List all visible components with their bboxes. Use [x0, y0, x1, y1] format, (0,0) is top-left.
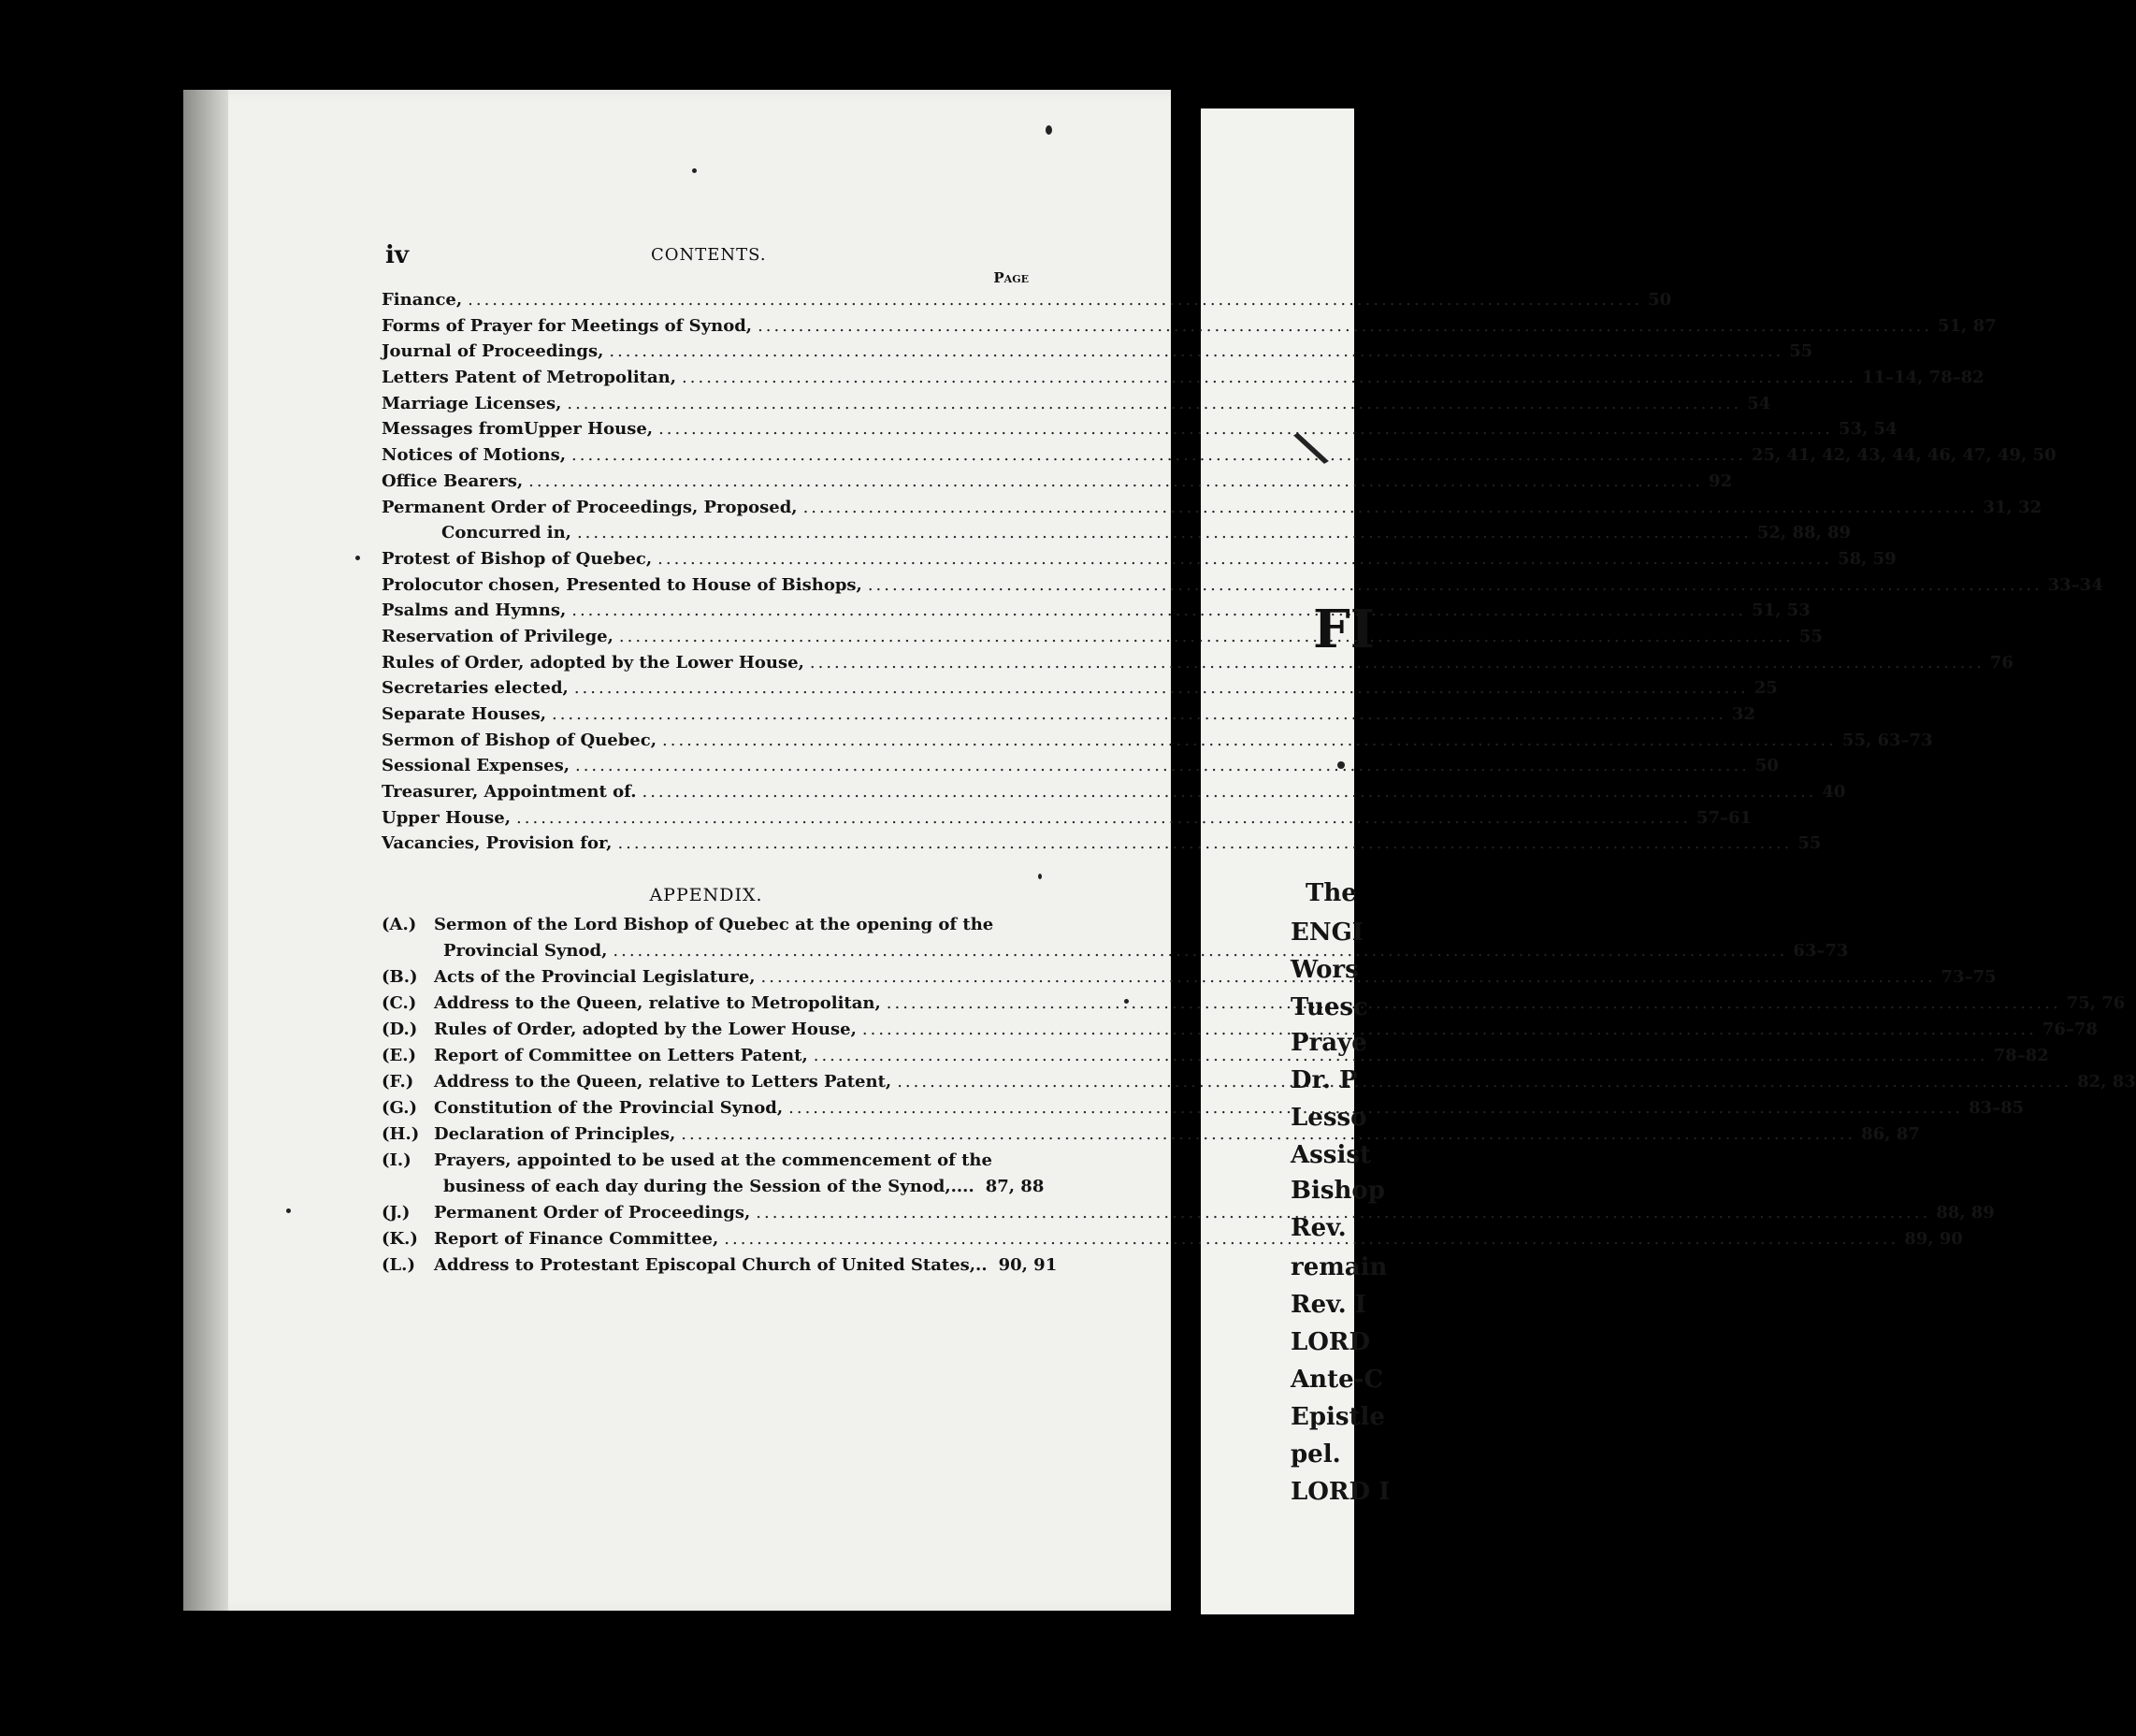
toc-entry — [382, 626, 1823, 653]
toc-entry-pages: 50 — [1648, 290, 1672, 310]
toc-entry-pages: 40 — [1822, 782, 1846, 803]
leader-dots — [662, 731, 1837, 750]
facing-page-line: Ante-C — [1291, 1366, 1384, 1394]
toc-entry-pages: 53, 54 — [1838, 419, 1898, 440]
toc-entry-pages: 55, 63–73 — [1841, 730, 1933, 750]
leader-dots — [642, 782, 1816, 802]
leader-dots — [682, 368, 1856, 387]
ink-speck — [1124, 999, 1129, 1004]
leader-dots — [868, 575, 2042, 595]
leader-dots — [619, 627, 1794, 646]
toc-entry — [382, 393, 1771, 420]
leader-dots — [571, 445, 1746, 465]
toc-entry — [382, 756, 1779, 782]
facing-page-line: Tuesc — [1291, 993, 1368, 1021]
toc-entry-pages: 55 — [1789, 341, 1813, 362]
toc-entry-pages: 52, 88, 89 — [1756, 523, 1852, 543]
appendix-key: (D.) — [382, 1020, 418, 1039]
facing-page-heading: FI — [1313, 599, 1375, 660]
toc-entry — [382, 290, 1672, 316]
leader-dots — [810, 653, 1984, 673]
appendix-key: (H.) — [382, 1124, 420, 1144]
toc-entry-pages: 25, 41, 42, 43, 44, 46, 47, 49, 50 — [1751, 445, 2057, 466]
facing-page-line: ENGI — [1291, 919, 1364, 947]
toc-entry-pages: 55 — [1797, 833, 1822, 854]
appendix-item-label: Acts of the Provincial Legislature, — [434, 967, 756, 987]
appendix-item-pages: 76–78 — [2042, 1020, 2098, 1039]
appendix-item-label: Address to the Queen, relative to Metropolitan, — [434, 993, 881, 1013]
appendix-item-pages: 86, 87 — [1861, 1124, 1920, 1144]
toc-entry-pages: 31, 32 — [1983, 497, 2042, 517]
appendix-item-label-cont: business of each day during the Session of the Synod,.... — [443, 1177, 974, 1196]
toc-entry-pages: 58, 59 — [1838, 548, 1897, 569]
appendix-key: (C.) — [382, 993, 417, 1013]
toc-entry-pages: 54 — [1747, 393, 1771, 413]
leader-dots — [574, 678, 1749, 698]
appendix-key: (B.) — [382, 967, 418, 987]
leader-dots — [862, 1020, 2037, 1039]
leader-dots — [516, 808, 1691, 828]
facing-page-line: pel. — [1291, 1440, 1341, 1468]
appendix-item-pages: 63–73 — [1793, 941, 1849, 961]
toc-entry — [382, 341, 1813, 368]
toc-entry — [382, 807, 1753, 834]
toc-entry — [382, 704, 1755, 731]
appendix-key: (A.) — [382, 915, 417, 934]
toc-entry — [382, 600, 1811, 627]
appendix-item-label: Constitution of the Provincial Synod, — [434, 1098, 784, 1118]
appendix-item-label: Sermon of the Lord Bishop of Quebec at the opening of the — [434, 915, 994, 934]
toc-entry-label: Reservation of Privilege, — [382, 626, 613, 646]
toc-entry — [382, 574, 2103, 601]
appendix-item-label: Declaration of Principles, — [434, 1124, 676, 1144]
leader-dots — [528, 471, 1703, 491]
ink-speck — [1038, 874, 1042, 879]
toc-entry — [382, 497, 2042, 524]
leader-dots — [609, 341, 1783, 361]
toc-entry-pages: 55 — [1798, 626, 1823, 646]
contents-list — [382, 290, 2103, 860]
toc-entry-label: Psalms and Hymns, — [382, 600, 567, 621]
facing-page-line: Epistle — [1291, 1403, 1385, 1431]
appendix-item-label: Address to the Queen, relative to Letters Patent, — [434, 1072, 892, 1092]
toc-entry-label: Messages fromUpper House, — [382, 419, 654, 440]
toc-entry-label: Marriage Licenses, — [382, 393, 562, 413]
toc-entry-pages: 76 — [1989, 652, 2013, 673]
facing-page-line: Bishop — [1291, 1177, 1385, 1205]
toc-entry — [382, 368, 1984, 394]
toc-entry — [382, 470, 1733, 498]
appendix-item-label: Report of Finance Committee, — [434, 1229, 719, 1249]
toc-entry-label: Letters Patent of Metropolitan, — [382, 368, 677, 388]
appendix-item-pages: 88, 89 — [1936, 1203, 1995, 1222]
toc-entry — [382, 523, 1852, 549]
toc-entry-pages: 51, 53 — [1752, 600, 1811, 621]
appendix-item — [382, 1150, 1045, 1203]
appendix-item-pages: 87, 88 — [985, 1177, 1045, 1196]
page-gutter-shadow — [183, 90, 228, 1611]
appendix-item-label-cont: Provincial Synod, — [443, 941, 608, 961]
leader-dots — [468, 290, 1642, 310]
leader-dots — [788, 1098, 1963, 1118]
ink-speck — [1337, 761, 1345, 769]
toc-entry-label: Protest of Bishop of Quebec, — [382, 548, 653, 569]
toc-entry-label: Finance, — [382, 290, 463, 310]
leader-dots — [814, 1046, 1988, 1065]
appendix-item — [382, 1229, 1963, 1255]
toc-entry — [382, 730, 1933, 757]
leader-dots — [897, 1072, 2071, 1092]
appendix-key: (E.) — [382, 1046, 417, 1065]
appendix-item — [382, 1255, 1058, 1281]
appendix-key: (K.) — [382, 1229, 418, 1249]
toc-entry-label: Rules of Order, adopted by the Lower House, — [382, 652, 804, 673]
leader-dots — [657, 549, 1832, 569]
toc-entry-pages: 32 — [1731, 704, 1755, 724]
toc-entry-label: Notices of Motions, — [382, 445, 567, 466]
leader-dots — [803, 498, 1978, 517]
toc-entry-label: Sermon of Bishop of Quebec, — [382, 730, 657, 750]
leader-dots — [758, 316, 1932, 336]
facing-page-line: LORD — [1291, 1328, 1371, 1356]
toc-entry-pages: 11–14, 78–82 — [1861, 368, 1984, 388]
appendix-item-label: Address to Protestant Episcopal Church of United States,.. — [434, 1255, 988, 1275]
appendix-item-pages: 90, 91 — [998, 1255, 1058, 1275]
facing-page-line: Dr. P — [1291, 1066, 1358, 1094]
appendix-item-label: Permanent Order of Proceedings, — [434, 1203, 751, 1222]
ink-speck — [355, 556, 360, 560]
appendix-key: (F.) — [382, 1072, 414, 1092]
ink-speck — [692, 168, 697, 173]
facing-page-line: LORD I — [1291, 1478, 1391, 1506]
toc-entry-pages: 57–61 — [1696, 807, 1753, 828]
page-column-label: Page — [993, 269, 1029, 286]
leader-dots — [658, 419, 1833, 439]
toc-entry — [382, 445, 2057, 471]
facing-page-line: remain — [1291, 1253, 1388, 1281]
appendix-item-pages: 82, 83 — [2077, 1072, 2136, 1092]
leader-dots — [571, 600, 1746, 620]
appendix-item-label: Rules of Order, adopted by the Lower House, — [434, 1020, 857, 1039]
ink-speck — [1046, 125, 1052, 135]
facing-page-line: Lesso — [1291, 1104, 1367, 1132]
facing-page-line: Rev. — [1291, 1214, 1347, 1242]
page-number: iv — [385, 241, 409, 269]
appendix-item-pages: 73–75 — [1941, 967, 1997, 987]
toc-entry-label: Sessional Expenses, — [382, 756, 570, 776]
toc-entry — [382, 548, 1897, 575]
toc-entry-label: Separate Houses, — [382, 704, 546, 724]
toc-entry — [382, 833, 1822, 860]
appendix-key: (G.) — [382, 1098, 418, 1118]
toc-entry-label: Vacancies, Provision for, — [382, 833, 613, 854]
leader-dots — [613, 941, 1787, 961]
stray-mark: \ — [1289, 418, 1333, 477]
toc-entry — [382, 782, 1846, 808]
toc-entry-pages: 51, 87 — [1937, 315, 1997, 336]
leader-dots — [552, 704, 1726, 724]
appendix-key: (J.) — [382, 1203, 411, 1222]
leader-dots — [567, 394, 1741, 413]
ink-speck — [286, 1208, 291, 1213]
appendix-item-pages: 89, 90 — [1904, 1229, 1963, 1249]
toc-entry-label: Forms of Prayer for Meetings of Synod, — [382, 315, 753, 336]
page-header — [385, 239, 1031, 277]
toc-entry-label: Office Bearers, — [382, 470, 524, 491]
toc-entry — [382, 678, 1778, 704]
toc-entry-pages: 50 — [1754, 756, 1779, 776]
toc-entry-label: Secretaries elected, — [382, 678, 569, 699]
toc-entry-pages: 33–34 — [2047, 574, 2103, 595]
appendix-item-pages: 75, 76 — [2066, 993, 2126, 1013]
toc-entry-label: Journal of Proceedings, — [382, 341, 604, 362]
appendix-title: APPENDIX. — [649, 885, 763, 905]
appendix-item — [382, 1124, 1920, 1150]
appendix-item-label: Prayers, appointed to be used at the commencement of the — [434, 1150, 992, 1170]
leader-dots — [617, 833, 1792, 853]
facing-page-line: Rev. I — [1291, 1291, 1366, 1319]
leader-dots — [577, 523, 1752, 542]
appendix-item-pages: 78–82 — [1993, 1046, 2049, 1065]
appendix-item-label: Report of Committee on Letters Patent, — [434, 1046, 808, 1065]
toc-entry-label: Upper House, — [382, 807, 512, 828]
toc-entry-label: Permanent Order of Proceedings, Proposed, — [382, 497, 798, 517]
appendix-key: (L.) — [382, 1255, 415, 1275]
appendix-item-pages: 83–85 — [1969, 1098, 2025, 1118]
toc-entry-pages: 25 — [1754, 678, 1778, 699]
leader-dots — [681, 1124, 1855, 1144]
facing-page-line: The — [1306, 879, 1357, 907]
toc-entry — [382, 419, 1898, 445]
toc-entry — [382, 315, 1997, 342]
page-title: CONTENTS. — [651, 245, 767, 265]
toc-entry — [382, 652, 2013, 679]
facing-page-line: Praye — [1291, 1029, 1367, 1057]
appendix-key: (I.) — [382, 1150, 411, 1170]
toc-entry-label: Prolocutor chosen, Presented to House of Bishops, — [382, 574, 862, 595]
leader-dots — [887, 993, 2061, 1013]
facing-page-line: Wors — [1291, 956, 1359, 984]
appendix-item — [382, 1046, 2049, 1072]
leader-dots — [575, 756, 1750, 775]
toc-entry-label: Treasurer, Appointment of. — [382, 782, 637, 803]
toc-entry-pages: 92 — [1709, 470, 1733, 491]
facing-page-line: Assist — [1291, 1141, 1371, 1169]
toc-entry-label: Concurred in, — [441, 523, 571, 543]
